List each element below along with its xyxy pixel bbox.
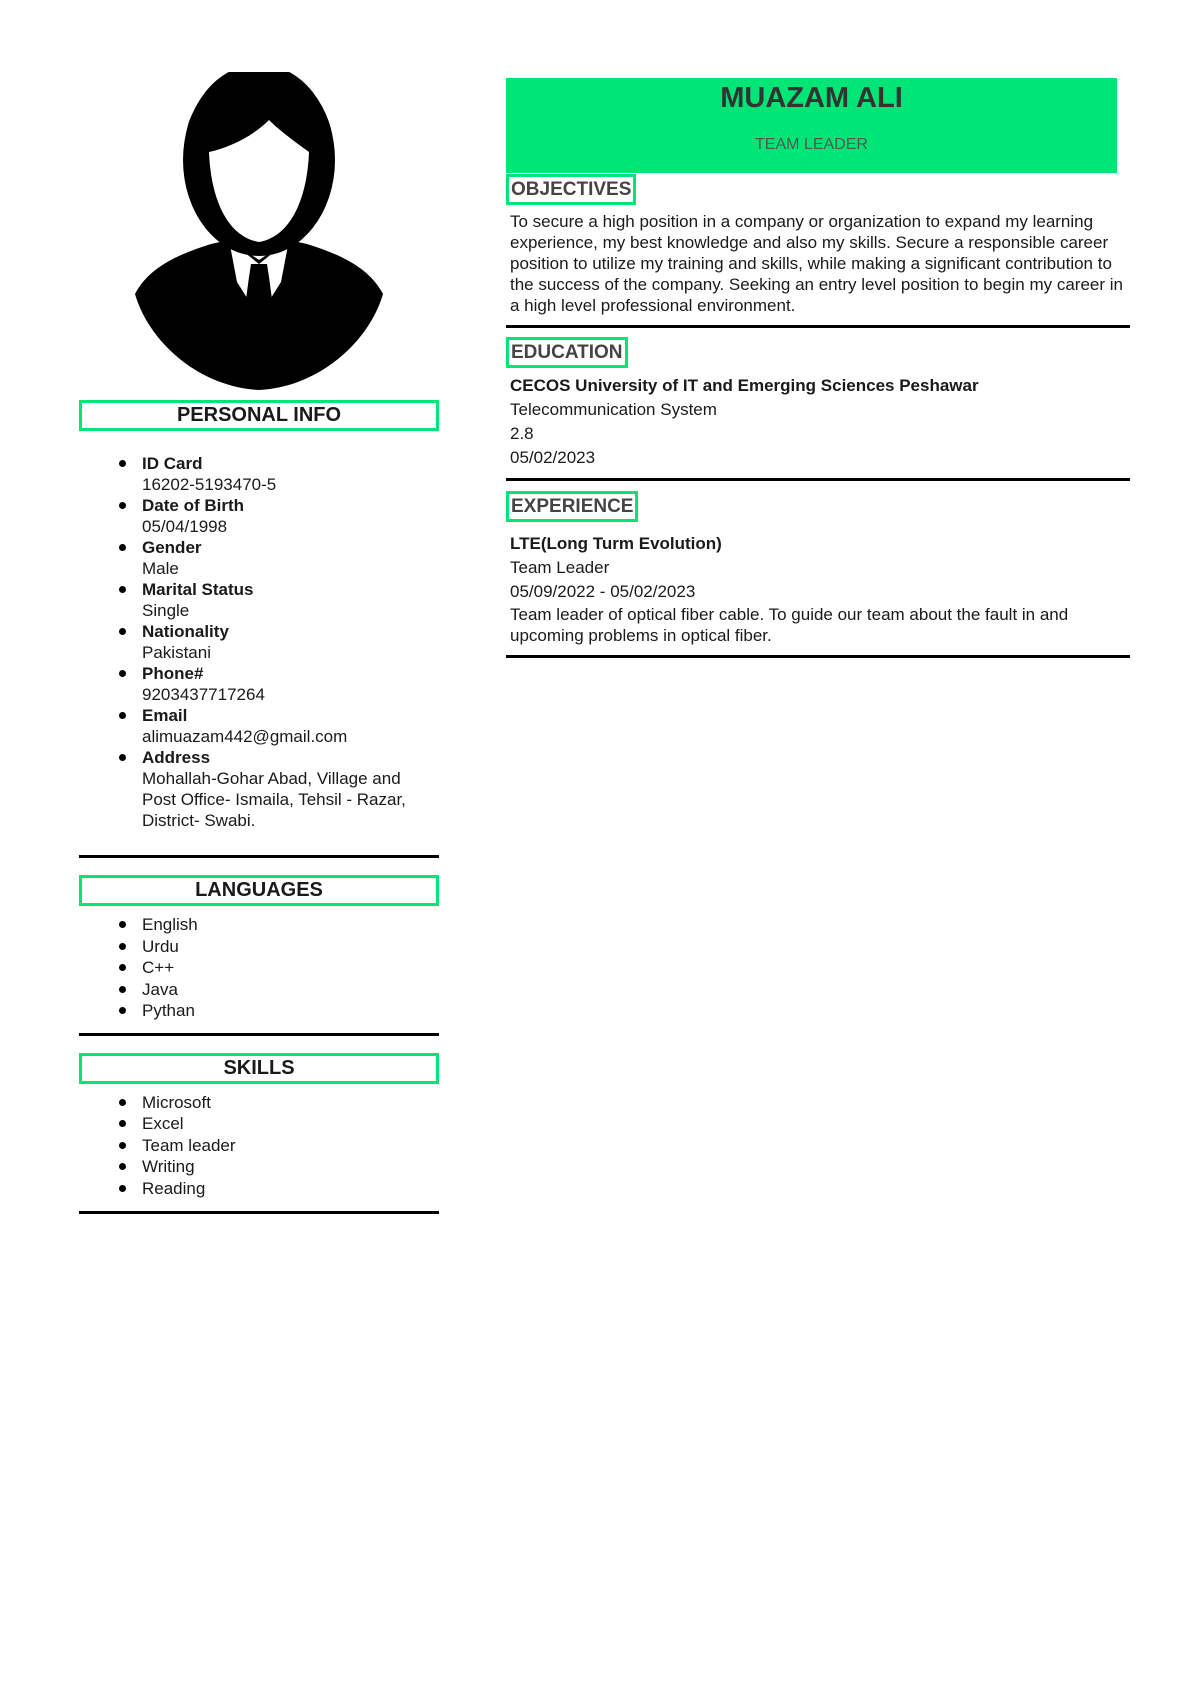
candidate-role: TEAM LEADER	[755, 136, 868, 153]
profile-avatar	[119, 72, 399, 392]
left-column	[79, 72, 439, 1214]
list-item: Excel	[142, 1113, 439, 1135]
experience-title: EXPERIENCE	[506, 491, 638, 522]
info-value: Single	[142, 601, 190, 620]
list-item	[142, 663, 439, 705]
info-value: 9203437717264	[142, 685, 265, 704]
objectives-title: OBJECTIVES	[506, 174, 636, 205]
experience-company: LTE(Long Turm Evolution)	[510, 534, 722, 553]
section-divider	[79, 1033, 439, 1036]
name-header	[506, 78, 1117, 173]
list-item	[142, 747, 439, 831]
info-label: Address	[142, 748, 211, 767]
section-divider	[506, 325, 1130, 328]
info-label: Marital Status	[142, 580, 254, 599]
section-divider	[506, 478, 1130, 481]
right-column	[506, 78, 1130, 658]
languages-list	[79, 914, 439, 1022]
list-item: Writing	[142, 1156, 439, 1178]
list-item: Java	[142, 979, 439, 1001]
list-item	[142, 453, 439, 495]
candidate-name: MUAZAM ALI	[720, 82, 903, 114]
objectives-text: To secure a high position in a company or organization to expand my learning experience, my best knowledge and also my skills. Secure a responsible career position to utilize my training and skills, while making a significant contribution to the success of the company. Seeking an entry level position to begin my career in a high level professional environment.	[510, 212, 1123, 315]
experience-position: Team Leader	[510, 558, 610, 577]
education-institution: CECOS University of IT and Emerging Sciences Peshawar	[510, 376, 979, 395]
languages-title: LANGUAGES	[79, 875, 439, 906]
list-item	[142, 537, 439, 579]
info-value: Pakistani	[142, 643, 211, 662]
info-label: Nationality	[142, 622, 229, 641]
info-value: 16202-5193470-5	[142, 475, 277, 494]
info-label: Gender	[142, 538, 202, 557]
list-item: English	[142, 914, 439, 936]
personal-info-title: PERSONAL INFO	[79, 400, 439, 431]
list-item	[142, 579, 439, 621]
education-date: 05/02/2023	[510, 448, 596, 467]
email-value: alimuazam442@gmail.com	[142, 727, 348, 746]
address-value: Mohallah-Gohar Abad, Village and Post Office- Ismaila, Tehsil - Razar, District- Swabi.	[142, 769, 406, 830]
section-divider	[506, 655, 1130, 658]
list-item	[142, 705, 439, 747]
list-item: Reading	[142, 1178, 439, 1200]
education-section	[506, 337, 1130, 470]
info-label: ID Card	[142, 454, 203, 473]
education-program: Telecommunication System	[510, 400, 717, 419]
person-silhouette-icon	[119, 72, 399, 392]
info-label: Email	[142, 706, 188, 725]
education-grade: 2.8	[510, 424, 534, 443]
section-divider	[79, 1211, 439, 1214]
info-label: Date of Birth	[142, 496, 244, 515]
section-divider	[79, 855, 439, 858]
list-item: C++	[142, 957, 439, 979]
info-value: 05/04/1998	[142, 517, 228, 536]
skills-title: SKILLS	[79, 1053, 439, 1084]
experience-section	[506, 491, 1130, 646]
list-item: Pythan	[142, 1000, 439, 1022]
personal-info-list	[79, 453, 439, 831]
experience-description: Team leader of optical fiber cable. To guide our team about the fault in and upcoming problems in optical fiber.	[510, 605, 1069, 645]
list-item: Urdu	[142, 936, 439, 958]
list-item: Microsoft	[142, 1092, 439, 1114]
experience-period: 05/09/2022 - 05/02/2023	[510, 582, 696, 601]
info-value: Male	[142, 559, 179, 578]
list-item	[142, 621, 439, 663]
education-title: EDUCATION	[506, 337, 628, 368]
list-item	[142, 495, 439, 537]
info-label: Phone#	[142, 664, 204, 683]
objectives-section	[506, 174, 1130, 316]
list-item: Team leader	[142, 1135, 439, 1157]
skills-list	[79, 1092, 439, 1200]
